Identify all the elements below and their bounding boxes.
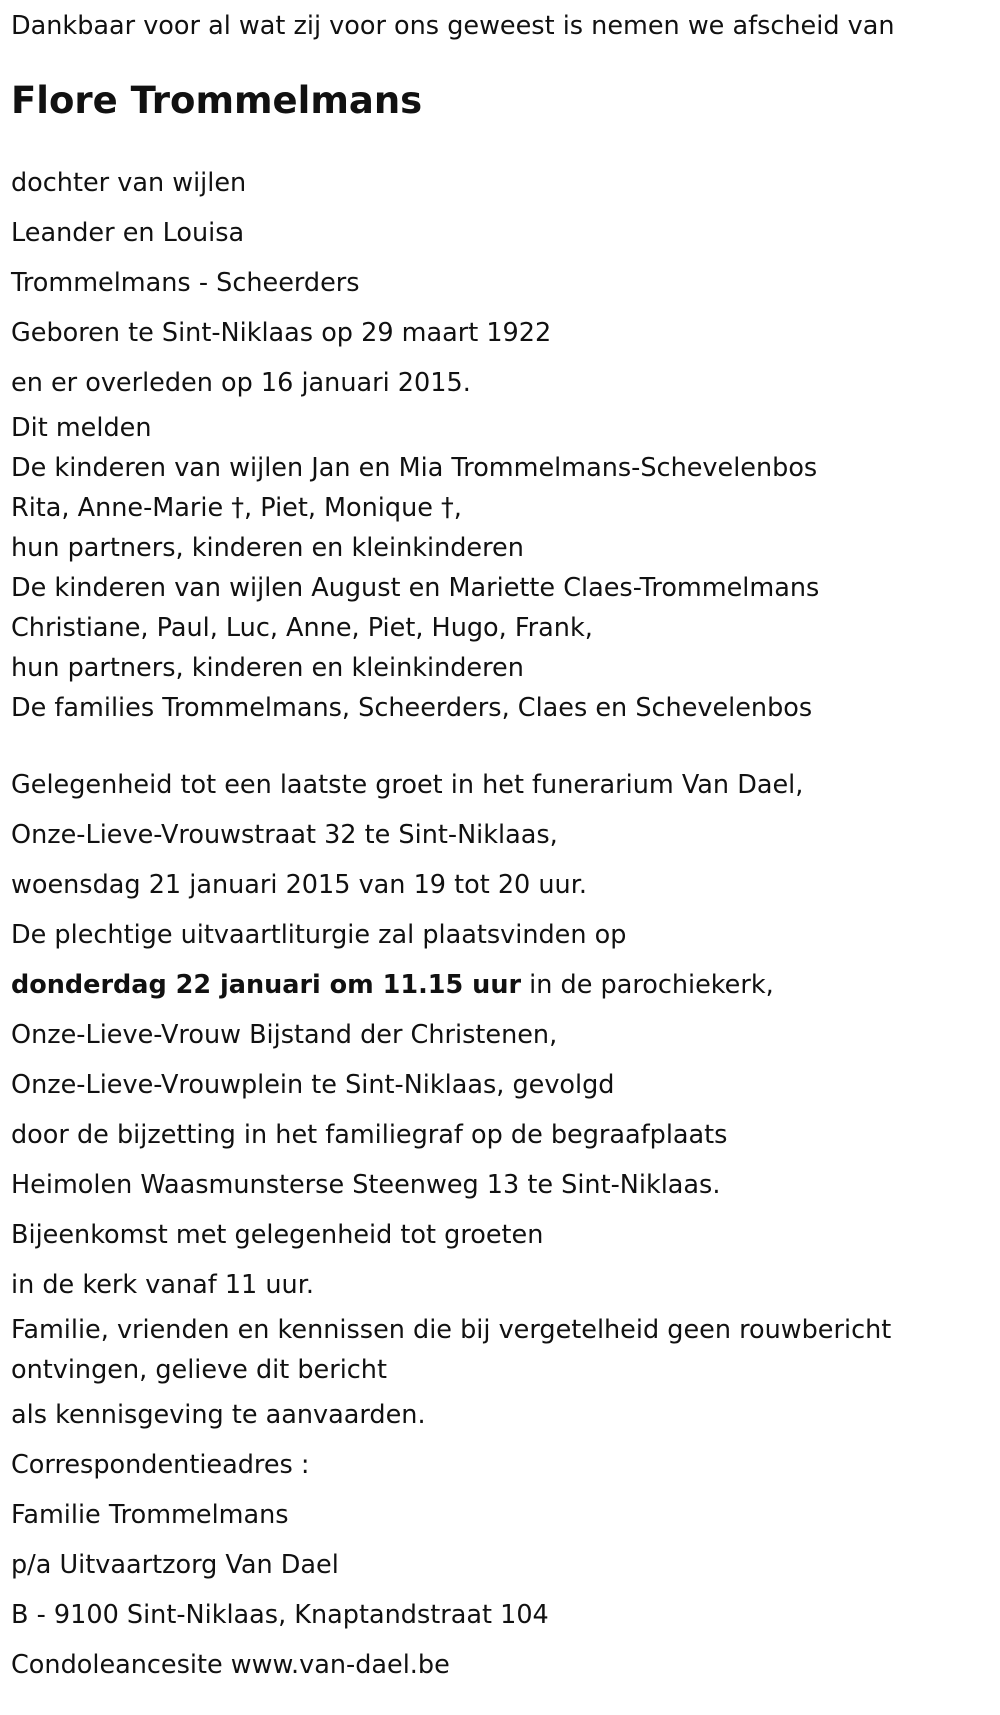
closing-block bbox=[11, 1390, 991, 1690]
family-line: De kinderen van wijlen Jan en Mia Trommelmans-Schevelenbos bbox=[11, 453, 818, 483]
notice-line: Familie, vrienden en kennissen die bij vergetelheid geen rouwbericht bbox=[11, 1315, 892, 1345]
correspondence-care-of: p/a Uitvaartzorg Van Dael bbox=[11, 1550, 339, 1580]
family-line: hun partners, kinderen en kleinkinderen bbox=[11, 653, 524, 683]
ceremony-line: Onze-Lieve-Vrouwplein te Sint-Niklaas, gevolgd bbox=[11, 1070, 615, 1100]
correspondence-label: Correspondentieadres : bbox=[11, 1450, 310, 1480]
correspondence-address: B - 9100 Sint-Niklaas, Knaptandstraat 104 bbox=[11, 1600, 549, 1630]
section-spacer bbox=[11, 728, 991, 760]
parents-line: Trommelmans - Scheerders bbox=[11, 268, 360, 298]
condolence-site: Condoleancesite www.van-dael.be bbox=[11, 1650, 450, 1680]
deceased-name: Flore Trommelmans bbox=[11, 79, 423, 122]
family-line: De families Trommelmans, Scheerders, Claes en Schevelenbos bbox=[11, 693, 813, 723]
birth-line: Geboren te Sint-Niklaas op 29 maart 1922 bbox=[11, 318, 552, 348]
ceremony-line: Onze-Lieve-Vrouw Bijstand der Christenen, bbox=[11, 1020, 558, 1050]
ceremony-line: Onze-Lieve-Vrouwstraat 32 te Sint-Niklaas, bbox=[11, 820, 558, 850]
ceremony-line: De plechtige uitvaartliturgie zal plaatsvinden op bbox=[11, 920, 627, 950]
ceremony-line: Bijeenkomst met gelegenheid tot groeten bbox=[11, 1220, 544, 1250]
notice-line: ontvingen, gelieve dit bericht bbox=[11, 1355, 387, 1385]
notice-block bbox=[11, 1310, 991, 1390]
correspondence-name: Familie Trommelmans bbox=[11, 1500, 289, 1530]
family-line: hun partners, kinderen en kleinkinderen bbox=[11, 533, 524, 563]
ceremony-date-bold: donderdag 22 januari om 11.15 uur bbox=[11, 970, 522, 1000]
parents-block bbox=[11, 158, 991, 408]
closing-line: als kennisgeving te aanvaarden. bbox=[11, 1400, 426, 1430]
intro-text: Dankbaar voor al wat zij voor ons geweest is nemen we afscheid van bbox=[11, 11, 895, 41]
family-block bbox=[11, 408, 991, 728]
ceremony-line: woensdag 21 januari 2015 van 19 tot 20 uur. bbox=[11, 870, 587, 900]
family-line: Dit melden bbox=[11, 413, 152, 443]
obituary-notice bbox=[11, 0, 991, 1690]
ceremony-line: Heimolen Waasmunsterse Steenweg 13 te Sint-Niklaas. bbox=[11, 1170, 721, 1200]
ceremony-line: door de bijzetting in het familiegraf op de begraafplaats bbox=[11, 1120, 728, 1150]
ceremony-block bbox=[11, 760, 991, 1310]
parents-line: dochter van wijlen bbox=[11, 168, 247, 198]
parents-line: Leander en Louisa bbox=[11, 218, 245, 248]
ceremony-date-rest: in de parochiekerk, bbox=[521, 970, 774, 1000]
death-line: en er overleden op 16 januari 2015. bbox=[11, 368, 471, 398]
family-line: Rita, Anne-Marie †, Piet, Monique †, bbox=[11, 493, 462, 523]
ceremony-date-line bbox=[11, 960, 991, 1010]
ceremony-line: Gelegenheid tot een laatste groet in het funerarium Van Dael, bbox=[11, 770, 804, 800]
ceremony-line: in de kerk vanaf 11 uur. bbox=[11, 1270, 314, 1300]
family-line: De kinderen van wijlen August en Mariette Claes-Trommelmans bbox=[11, 573, 820, 603]
family-line: Christiane, Paul, Luc, Anne, Piet, Hugo, Frank, bbox=[11, 613, 593, 643]
